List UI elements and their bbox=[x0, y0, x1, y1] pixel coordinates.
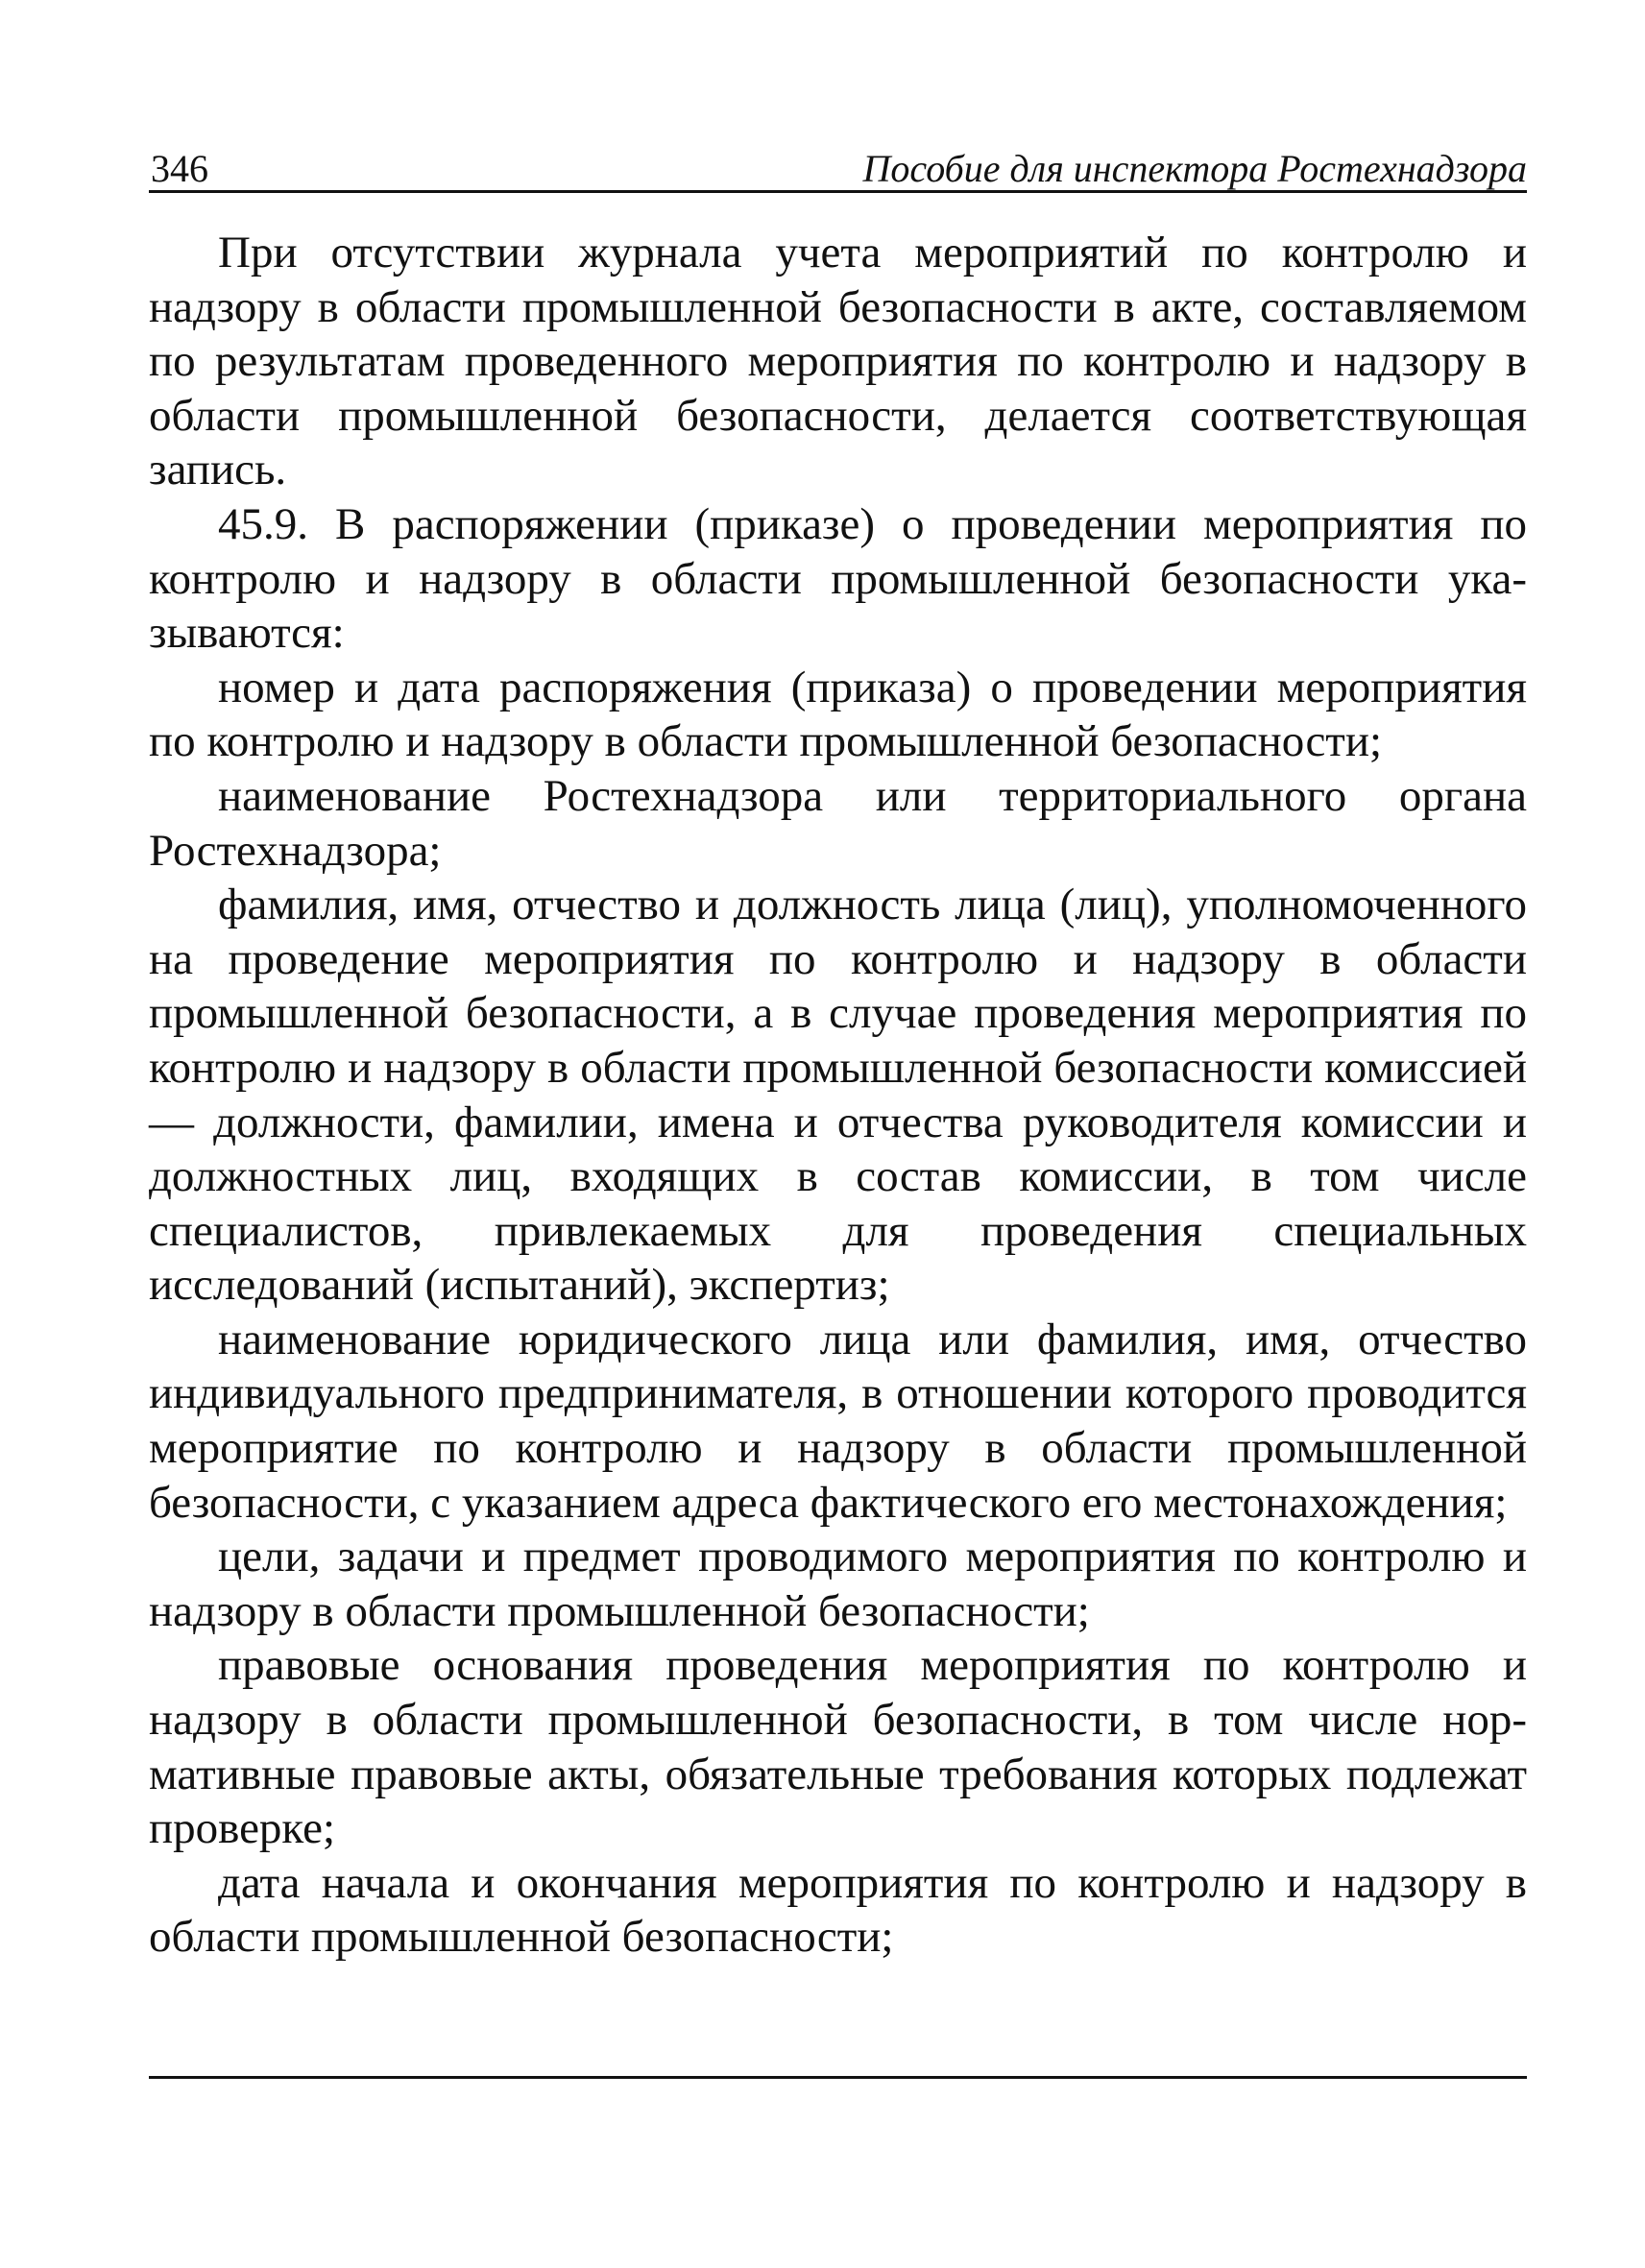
paragraph-journal-record: При отсутствии журнала учета мероприятий по контролю и надзору в области промышленной безопасности в акте, составляемом по результатам проведенного мероприятия по контролю и надзору в области промышленной безопасности, делается соответствующая запись. bbox=[149, 228, 1527, 495]
list-item-inspected-entity: наименование юридического лица или фамилия, имя, отчество индивидуального предпринимателя, в отношении которого проводится мероприятие по контролю и надзору в области промышленной безопасности, с указанием адреса фактического его местонахождения; bbox=[149, 1314, 1527, 1528]
page-body bbox=[149, 193, 1527, 1965]
list-item-authority-name: наименование Ростехнадзора или территориального органа Ростехнадзора; bbox=[149, 770, 1527, 876]
list-item-goals-tasks: цели, задачи и предмет проводимого мероприятия по контролю и надзору в области промышленной безопасности; bbox=[149, 1532, 1527, 1636]
list-item-authorized-persons: фамилия, имя, отчество и должность лица (лиц), уполномоченного на проведение мероприятия по контролю и надзору в области промышленной безопасности, а в случае проведения мероприятия по контролю и надзору в области промышленной безопасности комиссией — должности, фамилии, имена и отчества руководителя комиссии и должностных лиц, входящих в состав комиссии, в том числе специалистов, привлекаемых для проведения специальных исследований (испытаний), экспертиз; bbox=[149, 880, 1527, 1311]
page-number: 346 bbox=[151, 147, 208, 190]
footer-rule bbox=[149, 2076, 1527, 2079]
list-item-order-number-date: номер и дата распоряжения (приказа) о проведении мероприятия по контролю и надзору в области промышленной безопасности; bbox=[149, 662, 1527, 767]
book-page bbox=[149, 134, 1527, 2132]
list-item-legal-grounds: правовые основания проведения мероприятия по контролю и надзору в области промышленной безопасности, в том числе нормативные правовые акты, обязательные требования которых подлежат проверке; bbox=[149, 1640, 1527, 1854]
running-title: Пособие для инспектора Ростехнадзора bbox=[862, 147, 1527, 190]
paragraph-order-contents: 45.9. В распоряжении (приказе) о проведении мероприятия по контролю и надзору в области промышленной безопасности указываются: bbox=[149, 498, 1527, 659]
list-item-start-end-dates: дата начала и окончания мероприятия по контролю и надзору в области промышленной безопасности; bbox=[149, 1857, 1527, 1963]
page-header bbox=[149, 134, 1527, 193]
